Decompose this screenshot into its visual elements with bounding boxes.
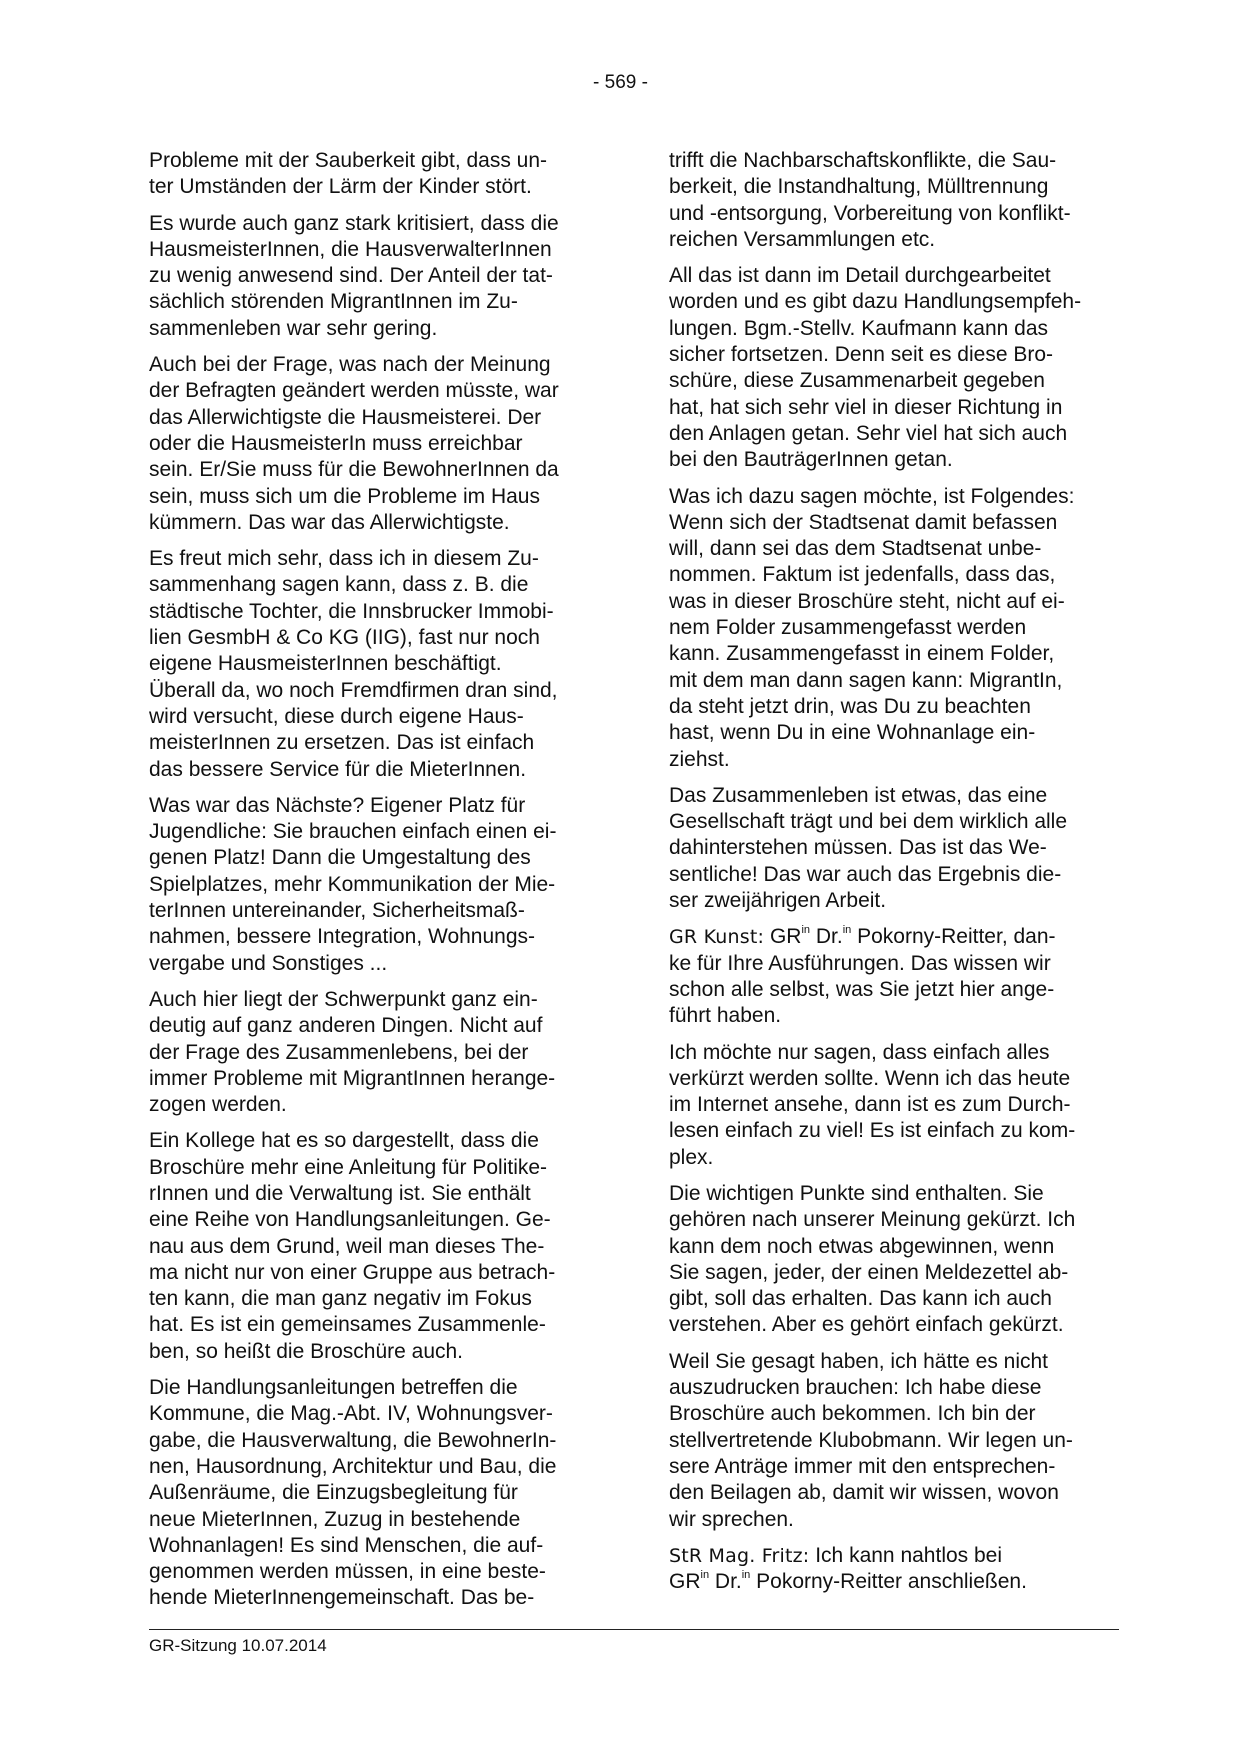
paragraph	[669, 924, 1119, 1029]
text-line: hat. Es ist ein gemeinsames Zusammenle-	[149, 1313, 546, 1337]
text-line: das Allerwichtigste die Hausmeisterei. Der	[149, 405, 542, 429]
text-line: Sie sagen, jeder, der einen Meldezettel ab-	[669, 1260, 1069, 1284]
text-line: Das Zusammenleben ist etwas, das eine	[669, 783, 1048, 807]
paragraph	[669, 783, 1119, 914]
text-line: der Befragten geändert werden müsste, war	[149, 379, 559, 403]
text-line: reichen Versammlungen etc.	[669, 227, 936, 251]
text-line: sammenhang sagen kann, dass z. B. die	[149, 573, 529, 597]
text-line: den Anlagen getan. Sehr viel hat sich auch	[669, 421, 1068, 445]
text-line: hende MieterInnengemeinschaft. Das be-	[149, 1586, 535, 1610]
text-line: der Frage des Zusammenlebens, bei der	[149, 1040, 529, 1064]
text-line: Die Handlungsanleitungen betreffen die	[149, 1376, 518, 1400]
speaker-name: GR Kunst:	[669, 926, 765, 949]
text-line: schon alle selbst, was Sie jetzt hier ange-	[669, 977, 1055, 1001]
text-line: mit dem man dann sagen kann: MigrantIn,	[669, 668, 1063, 692]
text-line: Überall da, wo noch Fremdfirmen dran sind,	[149, 678, 558, 702]
text-line: kann. Zusammengefasst in einem Folder,	[669, 642, 1055, 666]
text-line: kann dem noch etwas abgewinnen, wenn	[669, 1234, 1055, 1258]
text-line: will, dann sei das dem Stadtsenat unbe-	[669, 537, 1042, 561]
text-line: berkeit, die Instandhaltung, Mülltrennung	[669, 175, 1049, 199]
text-line: Wohnanlagen! Es sind Menschen, die auf-	[149, 1533, 544, 1557]
paragraph	[669, 263, 1119, 473]
text-line: Gesellschaft trägt und bei dem wirklich alle	[669, 810, 1068, 834]
text-line: ben, so heißt die Broschüre auch.	[149, 1339, 464, 1363]
text-line: stellvertretende Klubobmann. Wir legen un-	[669, 1428, 1073, 1452]
text-line: was in dieser Broschüre steht, nicht auf ei-	[669, 589, 1065, 613]
text-line: ten kann, die man ganz negativ im Fokus	[149, 1287, 532, 1311]
speech-text: Ich kann nahtlos bei	[809, 1543, 1003, 1567]
text-line: sein, muss sich um die Probleme im Haus	[149, 484, 540, 508]
title-dr-suffix: in	[842, 924, 852, 937]
text-line: immer Probleme mit MigrantInnen herange-	[149, 1066, 556, 1090]
text-line: HausmeisterInnen, die HausverwalterInnen	[149, 237, 552, 261]
speech-text: Pokorny-Reitter anschließen.	[750, 1570, 1027, 1594]
text-line: sicher fortsetzen. Denn seit es diese Bro-	[669, 343, 1054, 367]
text-line: ma nicht nur von einer Gruppe aus betrach-	[149, 1260, 556, 1284]
text-line: neue MieterInnen, Zuzug in bestehende	[149, 1507, 521, 1531]
text-line: bei den BauträgerInnen getan.	[669, 448, 953, 472]
text-line: eigene HausmeisterInnen beschäftigt.	[149, 652, 502, 676]
text-line: Spielplatzes, mehr Kommunikation der Mie-	[149, 872, 556, 896]
speaker-line	[669, 924, 1119, 950]
text-line: Auch hier liegt der Schwerpunkt ganz ein-	[149, 987, 538, 1011]
text-line: lungen. Bgm.-Stellv. Kaufmann kann das	[669, 316, 1048, 340]
text-line: Was war das Nächste? Eigener Platz für	[149, 793, 526, 817]
paragraph	[669, 484, 1119, 773]
text-line: genen Platz! Dann die Umgestaltung des	[149, 846, 531, 870]
text-line: das bessere Service für die MieterInnen.	[149, 757, 527, 781]
text-line: zogen werden.	[149, 1093, 287, 1117]
paragraph	[149, 793, 599, 977]
paragraph	[669, 1040, 1119, 1171]
text-line: schüre, diese Zusammenarbeit gegeben	[669, 369, 1045, 393]
text-line: gehören nach unserer Meinung gekürzt. Ich	[669, 1208, 1076, 1232]
text-line: Die wichtigen Punkte sind enthalten. Sie	[669, 1181, 1044, 1205]
text-line: nen, Hausordnung, Architektur und Bau, die	[149, 1454, 557, 1478]
text-line: nahmen, bessere Integration, Wohnungs-	[149, 925, 536, 949]
text-line: Außenräume, die Einzugsbegleitung für	[149, 1481, 518, 1505]
text-line: städtische Tochter, die Innsbrucker Immobi-	[149, 599, 554, 623]
speech-text: Pokorny-Reitter, dan-	[851, 925, 1056, 949]
paragraph	[669, 148, 1119, 253]
text-line: Ich möchte nur sagen, dass einfach alles	[669, 1040, 1050, 1064]
text-line: gabe, die Hausverwaltung, die BewohnerIn-	[149, 1428, 557, 1452]
text-line: ziehst.	[669, 747, 730, 771]
text-line: sächlich störenden MigrantInnen im Zu-	[149, 290, 518, 314]
title-gr-suffix: in	[700, 1569, 710, 1582]
text-line: dahinterstehen müssen. Das ist das We-	[669, 836, 1047, 860]
text-line: ser zweijährigen Arbeit.	[669, 889, 887, 913]
title-dr: Dr.	[810, 925, 843, 949]
text-line: verstehen. Aber es gehört einfach gekürzt.	[669, 1313, 1064, 1337]
page-number: - 569 -	[593, 72, 648, 93]
text-line: nau aus dem Grund, weil man dieses The-	[149, 1234, 545, 1258]
text-line: Broschüre auch bekommen. Ich bin der	[669, 1402, 1036, 1426]
text-line: nem Folder zusammengefasst werden	[669, 616, 1027, 640]
text-line: lien GesmbH & Co KG (IIG), fast nur noch	[149, 626, 540, 650]
text-line: All das ist dann im Detail durchgearbeitet	[669, 264, 1051, 288]
footer-divider	[149, 1629, 1119, 1630]
paragraph	[149, 211, 599, 342]
text-line: Weil Sie gesagt haben, ich hätte es nicht	[669, 1349, 1049, 1373]
text-line: Es wurde auch ganz stark kritisiert, dass die	[149, 211, 559, 235]
text-line: führt haben.	[669, 1004, 782, 1028]
text-line: kümmern. Das war das Allerwichtigste.	[149, 510, 510, 534]
text-line: vergabe und Sonstiges ...	[149, 951, 388, 975]
text-line: den Beilagen ab, damit wir wissen, wovon	[669, 1481, 1059, 1505]
text-line: gibt, soll das erhalten. Das kann ich auch	[669, 1287, 1052, 1311]
text-line: Was ich dazu sagen möchte, ist Folgendes:	[669, 484, 1075, 508]
text-line	[669, 1569, 1119, 1595]
text-line: trifft die Nachbarschaftskonflikte, die Sau-	[669, 149, 1057, 172]
text-line: im Internet ansehe, dann ist es zum Durch-	[669, 1093, 1071, 1117]
title-gr-suffix: in	[801, 924, 811, 937]
text-line: und -entsorgung, Vorbereitung von konflikt-	[669, 201, 1071, 225]
paragraph	[149, 1375, 599, 1612]
text-line: deutig auf ganz anderen Dingen. Nicht auf	[149, 1014, 543, 1038]
text-line: zu wenig anwesend sind. Der Anteil der tat-	[149, 264, 553, 288]
text-line: eine Reihe von Handlungsanleitungen. Ge-	[149, 1208, 551, 1232]
text-line: Broschüre mehr eine Anleitung für Politike-	[149, 1155, 548, 1179]
title-gr: GR	[764, 925, 802, 949]
paragraph	[149, 148, 599, 201]
footer-session-date: GR-Sitzung 10.07.2014	[149, 1636, 327, 1655]
text-line: Jugendliche: Sie brauchen einfach einen ei-	[149, 820, 557, 844]
text-line: sein. Er/Sie muss für die BewohnerInnen da	[149, 458, 559, 482]
text-line: meisterInnen zu ersetzen. Das ist einfach	[149, 731, 535, 755]
text-line: Probleme mit der Sauberkeit gibt, dass un-	[149, 149, 548, 172]
text-line: auszudrucken brauchen: Ich habe diese	[669, 1376, 1042, 1400]
text-line: rInnen und die Verwaltung ist. Sie enthält	[149, 1181, 531, 1205]
text-line: genommen werden müssen, in eine beste-	[149, 1560, 546, 1584]
text-line: lesen einfach zu viel! Es ist einfach zu kom-	[669, 1119, 1076, 1143]
paragraph	[149, 1128, 599, 1365]
title-gr: GR	[669, 1570, 701, 1594]
text-line: nommen. Faktum ist jedenfalls, dass das,	[669, 563, 1056, 587]
text-line: hat, hat sich sehr viel in dieser Richtung in	[669, 395, 1063, 419]
text-line: Auch bei der Frage, was nach der Meinung	[149, 353, 551, 377]
paragraph	[669, 1181, 1119, 1339]
right-text-column	[669, 148, 1119, 1605]
text-line: ke für Ihre Ausführungen. Das wissen wir	[669, 951, 1051, 975]
speaker-name: StR Mag. Fritz:	[669, 1544, 810, 1567]
text-line: sammenleben war sehr gering.	[149, 316, 438, 340]
text-line: Kommune, die Mag.-Abt. IV, Wohnungsver-	[149, 1402, 553, 1426]
paragraph	[149, 546, 599, 783]
speaker-line	[669, 1543, 1119, 1569]
text-line: Ein Kollege hat es so dargestellt, dass die	[149, 1129, 539, 1153]
paragraph	[669, 1543, 1119, 1596]
text-line: oder die HausmeisterIn muss erreichbar	[149, 431, 523, 455]
paragraph	[669, 1349, 1119, 1533]
text-line: verkürzt werden sollte. Wenn ich das heute	[669, 1066, 1071, 1090]
text-line: Es freut mich sehr, dass ich in diesem Zu-	[149, 547, 539, 571]
text-line: sere Anträge immer mit den entsprechen-	[669, 1454, 1056, 1478]
text-line: worden und es gibt dazu Handlungsempfeh-	[669, 290, 1082, 314]
paragraph	[149, 352, 599, 536]
title-dr-suffix: in	[741, 1569, 751, 1582]
paragraph	[149, 987, 599, 1118]
text-line: sentliche! Das war auch das Ergebnis die-	[669, 862, 1062, 886]
text-line: terInnen untereinander, Sicherheitsmaß-	[149, 899, 525, 923]
left-text-column	[149, 148, 599, 1622]
text-line: wir sprechen.	[669, 1507, 794, 1531]
title-dr: Dr.	[709, 1570, 742, 1594]
text-line: plex.	[669, 1145, 714, 1169]
text-line: wird versucht, diese durch eigene Haus-	[149, 704, 524, 728]
text-line: ter Umständen der Lärm der Kinder stört.	[149, 175, 532, 199]
text-line: da steht jetzt drin, was Du zu beachten	[669, 694, 1031, 718]
text-line: Wenn sich der Stadtsenat damit befassen	[669, 510, 1058, 534]
text-line: hast, wenn Du in eine Wohnanlage ein-	[669, 721, 1036, 745]
